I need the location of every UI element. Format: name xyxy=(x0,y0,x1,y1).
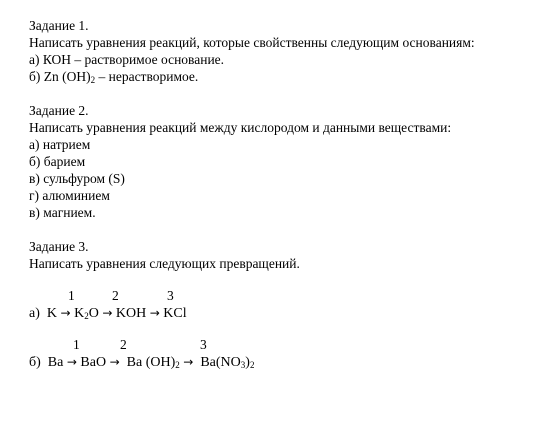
chain-b-bao: BaO xyxy=(80,355,107,370)
task1-item-b-suffix: – нерастворимое. xyxy=(95,69,199,84)
chain-b xyxy=(29,353,254,372)
task2-item-c: в) сульфуром (S) xyxy=(29,171,125,186)
chain-a-koh: KOH xyxy=(115,306,147,321)
task3-text: Написать уравнения следующих превращений. xyxy=(29,256,300,271)
task2-item-e: в) магнием. xyxy=(29,205,96,220)
chain-a-step-3: 3 xyxy=(167,288,174,303)
task1-item-b-sub: 2 xyxy=(90,75,96,85)
chain-a-step-numbers xyxy=(0,288,539,304)
chain-b-baoh-sub: 2 xyxy=(175,360,180,370)
chain-a-step-2: 2 xyxy=(112,288,119,303)
task2-title: Задание 2. xyxy=(29,103,89,118)
chain-a-k: K xyxy=(46,306,58,321)
chain-a-k2o-sub: 2 xyxy=(84,311,89,321)
chain-a-arrow-2: → xyxy=(102,306,113,320)
chain-b-step-1: 1 xyxy=(73,337,80,352)
chain-b-arrow-3: → xyxy=(183,355,194,369)
task1-item-b-prefix: б) Zn (OH) xyxy=(29,69,91,84)
chain-b-step-3: 3 xyxy=(200,337,207,352)
chain-a-arrow-1: → xyxy=(60,306,71,320)
task2-item-a: а) натрием xyxy=(29,137,91,152)
chain-a-label: а) xyxy=(29,306,40,321)
task2-item-d: г) алюминием xyxy=(29,188,110,203)
chain-a-arrow-3: → xyxy=(149,306,160,320)
chain-a xyxy=(29,304,187,323)
task1-item-a: а) КОН – растворимое основание. xyxy=(29,52,225,67)
chain-b-step-numbers xyxy=(0,337,539,353)
task1-item-b xyxy=(29,68,198,85)
task1-text: Написать уравнения реакций, которые свойственны следующим основаниям: xyxy=(29,35,475,50)
chain-a-kcl: KCl xyxy=(163,306,187,321)
chain-b-arrow-2: → xyxy=(109,355,120,369)
chain-b-arrow-1: → xyxy=(66,355,77,369)
chain-a-k2o-base: K xyxy=(74,306,85,321)
chain-b-bano3-mid: ) xyxy=(245,355,250,370)
chain-a-step-1: 1 xyxy=(68,288,75,303)
chain-b-bano3-sub1: 3 xyxy=(240,360,246,370)
chain-b-bano3-base: Ba(NO xyxy=(200,355,241,370)
task2-text: Написать уравнения реакций между кислородом и данными веществами: xyxy=(29,120,452,135)
chain-b-step-2: 2 xyxy=(120,337,127,352)
task1-title: Задание 1. xyxy=(29,18,89,33)
chain-b-label: б) xyxy=(29,355,41,370)
task3-title: Задание 3. xyxy=(29,239,89,254)
chain-a-k2o-tail: O xyxy=(88,306,99,321)
chain-b-bano3-sub2: 2 xyxy=(249,360,255,370)
task2-item-b: б) барием xyxy=(29,154,86,169)
chain-b-ba: Ba xyxy=(47,355,64,370)
chain-b-baoh-base: Ba (OH) xyxy=(126,355,176,370)
